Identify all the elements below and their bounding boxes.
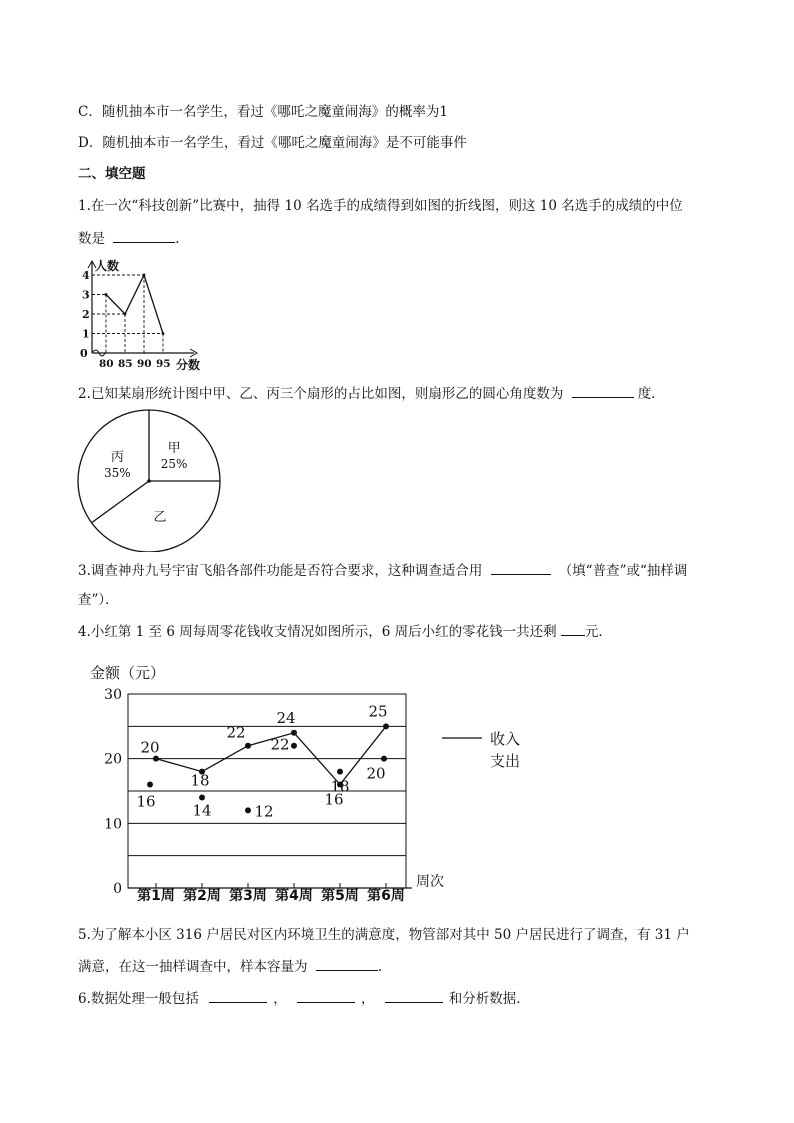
income-point [383, 723, 389, 729]
q6-sep-2: ， [360, 991, 375, 1007]
choice-c: C．随机抽本市一名学生，看过《哪吒之魔童闹海》的概率为1 [78, 104, 448, 120]
income-data-label: 16 [324, 790, 344, 809]
pie-slice-percent: 35% [104, 465, 131, 480]
x-tick-label: 80 [99, 358, 114, 370]
y-tick-label: 3 [82, 288, 90, 302]
x-tick-label: 85 [118, 358, 133, 370]
pie-slice-percent: 25% [160, 456, 188, 471]
q4-text: 4.小红第 1 至 6 周每周零花钱收支情况如图所示，6 周后小红的零花钱一共还剩 [78, 624, 557, 640]
section-title: 二、填空题 [78, 166, 146, 182]
income-point [291, 730, 297, 736]
q2-text-end: 度． [637, 386, 665, 402]
series-line [106, 275, 163, 334]
q6-text: 6.数据处理一般包括 [78, 991, 199, 1007]
y-tick-label: 0 [113, 881, 122, 897]
q1-text: 数是 [78, 231, 105, 247]
q1-line2 [78, 228, 180, 249]
q3-answer-blank[interactable] [491, 560, 551, 575]
income-data-label: 22 [226, 723, 246, 742]
expense-point [381, 756, 387, 762]
expense-point [199, 794, 205, 800]
y-tick-label: 10 [104, 816, 122, 833]
expense-data-label: 18 [330, 777, 350, 796]
choice-d: D．随机抽本市一名学生，看过《哪吒之魔童闹海》是不可能事件 [78, 135, 467, 151]
x-tick-label: 第3周 [229, 888, 267, 904]
q6-answer-blank-2[interactable] [297, 988, 355, 1003]
pie-slice-label: 甲 [167, 440, 181, 456]
score-line-chart [76, 256, 216, 374]
y-tick-label: 30 [104, 687, 122, 703]
q1-answer-blank[interactable] [113, 228, 175, 243]
y-axis-title: 金额（元） [90, 664, 166, 682]
q2-line [78, 383, 665, 404]
income-data-label: 20 [140, 738, 160, 757]
income-data-label: 24 [276, 708, 296, 727]
pie-slice-label: 丙 [110, 449, 124, 465]
q6-text-end: 和分析数据． [448, 991, 530, 1007]
data-point [143, 274, 146, 277]
y-tick-label: 1 [82, 327, 90, 341]
q1-line1: 1.在一次“科技创新”比赛中，抽得 10 名选手的成绩得到如图的折线图，则这 10 名选手的成绩的中位 [78, 198, 683, 214]
expense-data-label: 16 [136, 792, 156, 811]
y-axis-title: 人数 [95, 259, 120, 273]
q2-answer-blank[interactable] [572, 383, 634, 398]
x-tick-label: 第6周 [367, 888, 405, 904]
expense-data-label: 20 [366, 764, 386, 783]
x-tick-label: 第4周 [275, 888, 313, 904]
pie-center [147, 479, 151, 483]
q3-line1 [78, 560, 687, 581]
y-tick-label: 4 [82, 269, 90, 282]
y-tick-label: 0 [80, 347, 88, 360]
expense-point [245, 807, 251, 813]
expense-point [291, 743, 297, 749]
q6-answer-blank-1[interactable] [209, 988, 267, 1003]
q6-sep-1: ， [273, 991, 287, 1007]
q5-line2 [78, 956, 382, 977]
q3-text-end: （填“普查”或“抽样调 [558, 563, 688, 579]
q5-line1: 5.为了解本小区 316 户居民对区内环境卫生的满意度，物管部对其中 50 户居民进行了调查，有 31 户 [78, 927, 690, 943]
x-tick-label: 90 [137, 358, 152, 370]
q5-answer-blank[interactable] [316, 956, 378, 971]
x-tick-label: 第1周 [137, 888, 175, 904]
income-data-label: 25 [368, 702, 388, 721]
x-axis-title: 周次 [416, 874, 444, 890]
data-point [162, 332, 165, 335]
pie-slice-label: 乙 [153, 509, 167, 525]
q3-line2: 查”）． [78, 592, 119, 608]
y-tick-label: 2 [82, 308, 90, 321]
q2-text: 2.已知某扇形统计图中甲、乙、丙三个扇形的占比如图，则扇形乙的圆心角度数为 [78, 386, 564, 402]
data-point [105, 293, 108, 296]
y-tick-label: 20 [104, 751, 122, 768]
q1-period: . [175, 231, 180, 247]
x-tick-label: 第2周 [183, 888, 221, 904]
q6-answer-blank-3[interactable] [385, 988, 443, 1003]
legend-expense-label: 支出 [490, 752, 521, 770]
expense-point [147, 782, 153, 788]
sector-pie-chart [74, 406, 224, 552]
data-point [124, 313, 127, 316]
income-point [245, 743, 251, 749]
expense-data-label: 12 [254, 802, 274, 821]
q6-line [78, 988, 530, 1009]
q5-text: 满意，在这一抽样调查中，样本容量为 [78, 959, 308, 975]
expense-data-label: 14 [192, 801, 212, 820]
income-data-label: 18 [190, 771, 210, 790]
expense-point [337, 769, 343, 775]
q4-line [78, 621, 612, 642]
expense-data-label: 22 [270, 735, 290, 754]
q5-period: . [377, 959, 383, 975]
q4-text-end: 元． [584, 624, 612, 640]
q3-text: 3.调查神舟九号宇宙飞船各部件功能是否符合要求，这种调查适合用 [78, 563, 483, 579]
x-axis-title: 分数 [176, 358, 201, 372]
x-tick-label: 第5周 [321, 888, 359, 904]
q4-answer-blank[interactable] [561, 621, 585, 636]
allowance-chart [86, 656, 546, 906]
legend-income-label: 收入 [490, 730, 521, 748]
x-tick-label: 95 [156, 358, 171, 370]
